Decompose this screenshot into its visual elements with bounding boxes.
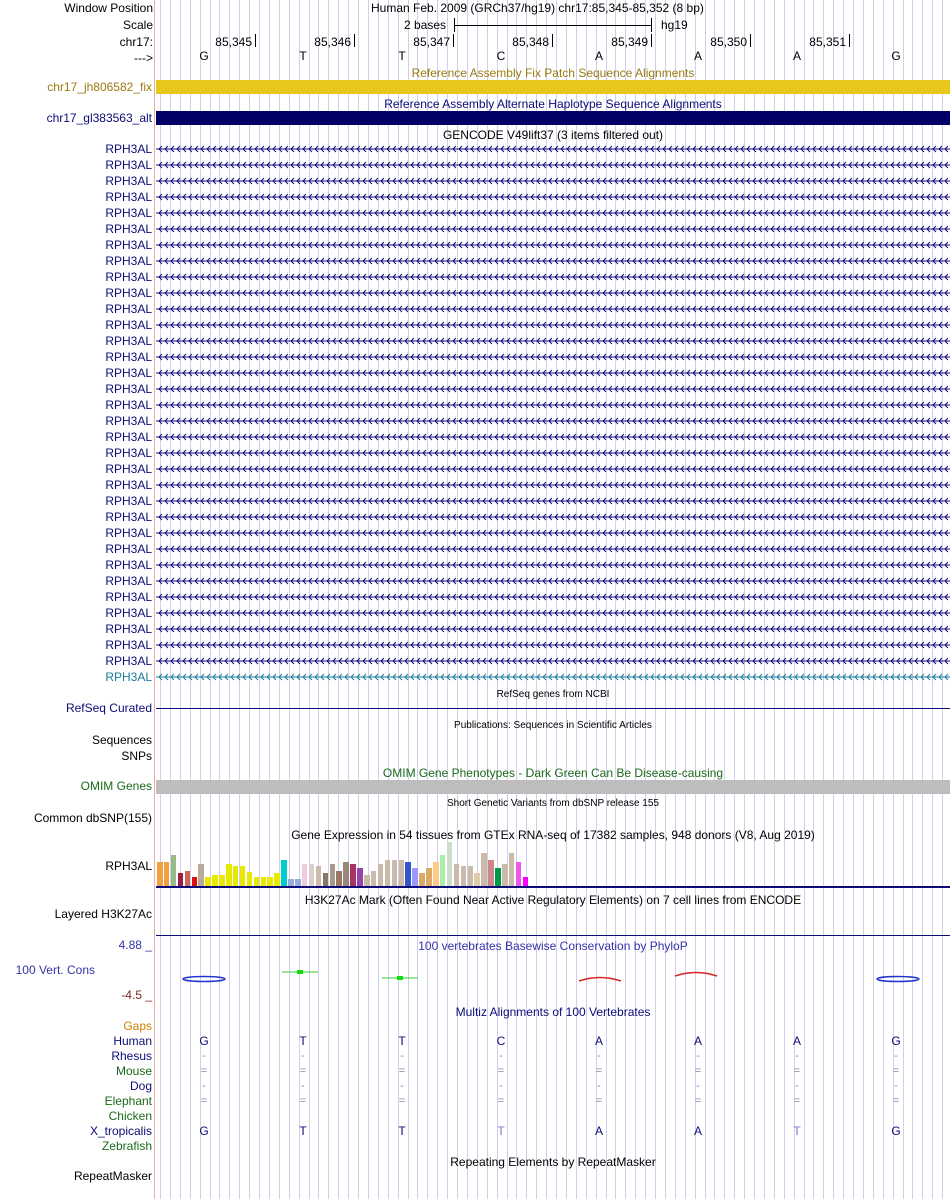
gtex-tissue-bar[interactable] [316,866,322,886]
gencode-gene-label[interactable]: RPH3AL [105,190,152,204]
ruler-tick-label: 85,348 [512,35,549,49]
gencode-gene-label[interactable]: RPH3AL [105,350,152,364]
gtex-tissue-bar[interactable] [309,864,315,886]
scale-value: 2 bases [404,18,447,32]
gencode-transcript[interactable] [156,542,950,556]
gencode-gene-label[interactable]: RPH3AL [105,414,152,428]
gencode-gene-label[interactable]: RPH3AL [105,510,152,524]
gtex-tissue-bar[interactable] [171,855,177,886]
multiz-aligned-base: C [496,1034,506,1048]
multiz-aligned-base: A [693,1034,702,1048]
gencode-gene-label[interactable]: RPH3AL [105,206,152,220]
ruler-tick [453,34,454,47]
gencode-transcript[interactable] [156,206,950,220]
ruler-tick-label: 85,350 [710,35,747,49]
multiz-aligned-base: - [795,1050,799,1062]
multiz-aligned-base: = [694,1095,702,1107]
multiz-species-label[interactable]: Dog [129,1079,152,1093]
gtex-tissue-bar[interactable] [205,877,211,886]
gtex-tissue-bar[interactable] [261,877,267,886]
gencode-transcript[interactable] [156,462,950,476]
gencode-gene-label[interactable]: RPH3AL [105,430,152,444]
gtex-tissue-bar[interactable] [267,877,273,886]
reference-base: G [891,49,901,63]
gtex-tissue-bar[interactable] [198,864,204,886]
alt-haplotype-feature[interactable] [156,111,950,125]
multiz-aligned-base: = [497,1065,505,1077]
reference-base: T [398,49,406,63]
multiz-aligned-base: = [299,1065,307,1077]
multiz-species-label[interactable]: Zebrafish [101,1139,152,1153]
scale-bar [454,18,652,32]
fix-patch-track-label[interactable]: chr17_jh806582_fix [47,80,152,94]
alt-haplotype-track-title: Reference Assembly Alternate Haplotype Sequence Alignments [384,97,722,111]
gtex-tissue-bar[interactable] [371,871,377,886]
multiz-aligned-base: - [597,1080,601,1092]
phylop-track-label[interactable]: 100 Vert. Cons [15,963,95,977]
phylop-mark [877,977,919,982]
gencode-transcript[interactable] [156,334,950,348]
ruler-tick [354,34,355,47]
gencode-transcript[interactable] [156,526,950,540]
gtex-tissue-bar[interactable] [468,866,474,886]
gtex-tissue-bar[interactable] [447,842,453,886]
gencode-transcript[interactable] [156,606,950,620]
gtex-tissue-bar[interactable] [164,862,170,886]
multiz-species-label[interactable]: X_tropicalis [89,1124,152,1138]
phylop-mark [397,976,403,980]
multiz-aligned-base: = [398,1095,406,1107]
refseq-track-title: RefSeq genes from NCBI [496,689,610,700]
gencode-transcript[interactable] [156,302,950,316]
reference-base: G [199,49,209,63]
reference-base: A [594,49,603,63]
multiz-aligned-base: - [301,1050,305,1062]
multiz-aligned-base: = [595,1065,603,1077]
gencode-transcript[interactable] [156,398,950,412]
gencode-gene-label[interactable]: RPH3AL [105,366,152,380]
gencode-gene-label[interactable]: RPH3AL [105,254,152,268]
multiz-species-label[interactable]: Mouse [115,1064,152,1078]
gencode-gene-label[interactable]: RPH3AL [105,142,152,156]
gencode-gene-label[interactable]: RPH3AL [105,318,152,332]
ruler-tick-label: 85,346 [314,35,351,49]
gtex-tissue-bar[interactable] [178,873,184,886]
gencode-transcript[interactable] [156,478,950,492]
repeatmasker-track-title: Repeating Elements by RepeatMasker [450,1155,656,1169]
multiz-aligned-base: - [597,1050,601,1062]
reference-base: T [299,49,307,63]
gencode-gene-label[interactable]: RPH3AL [105,222,152,236]
gtex-tissue-bar[interactable] [350,864,356,886]
gencode-gene-label[interactable]: RPH3AL [105,622,152,636]
multiz-aligned-base: G [199,1124,209,1138]
gtex-tissue-bar[interactable] [185,871,191,886]
gencode-gene-label[interactable]: RPH3AL [105,270,152,284]
multiz-aligned-base: - [499,1080,503,1092]
multiz-aligned-base: = [793,1065,801,1077]
gtex-tissue-bar[interactable] [357,868,363,886]
gtex-tissue-bar[interactable] [240,866,246,886]
gencode-transcript[interactable] [156,382,950,396]
gtex-tissue-bar[interactable] [488,860,494,886]
multiz-aligned-base: - [400,1050,404,1062]
gtex-tissue-bar[interactable] [495,868,501,886]
gtex-tissue-bar[interactable] [212,875,218,886]
omim-track-title: OMIM Gene Phenotypes - Dark Green Can Be Disease-causing [382,766,724,780]
gencode-transcript[interactable] [156,622,950,636]
window-position-label: Window Position [64,1,153,15]
scale-label: Scale [122,18,153,32]
fix-patch-feature[interactable] [156,80,950,94]
gtex-tissue-bar[interactable] [454,864,460,886]
gencode-transcript[interactable] [156,158,950,172]
multiz-aligned-base: = [398,1065,406,1077]
gencode-gene-label[interactable]: RPH3AL [105,638,152,652]
gtex-tissue-bar[interactable] [274,873,280,886]
multiz-aligned-base: = [200,1065,208,1077]
multiz-aligned-base: - [894,1050,898,1062]
gencode-gene-label[interactable]: RPH3AL [105,158,152,172]
fix-patch-track-title: Reference Assembly Fix Patch Sequence Alignments [411,66,695,80]
chrom-label: chr17: [119,35,153,49]
gtex-tissue-bar[interactable] [516,862,522,886]
multiz-aligned-base: = [299,1095,307,1107]
multiz-aligned-base: - [400,1080,404,1092]
omim-track-label[interactable]: OMIM Genes [80,779,152,793]
publications-snps-label[interactable]: SNPs [121,749,152,763]
phylop-signal[interactable] [156,964,950,990]
gtex-tissue-bar[interactable] [323,873,329,886]
gtex-tissue-bar[interactable] [192,877,198,886]
multiz-gaps-label: Gaps [123,1019,152,1033]
gencode-gene-label[interactable]: RPH3AL [105,302,152,316]
gtex-tissue-bar[interactable] [219,875,225,886]
gtex-tissue-bar[interactable] [302,864,308,886]
multiz-aligned-base: = [892,1065,900,1077]
gencode-gene-label[interactable]: RPH3AL [105,670,152,684]
gencode-transcript[interactable] [156,494,950,508]
gencode-transcript[interactable] [156,270,950,284]
gtex-tissue-bar[interactable] [157,862,163,886]
gencode-transcript[interactable] [156,286,950,300]
multiz-aligned-base: = [793,1095,801,1107]
reference-base: A [693,49,702,63]
reference-base: C [496,49,506,63]
multiz-aligned-base: = [694,1065,702,1077]
gencode-gene-label[interactable]: RPH3AL [105,446,152,460]
scale-assembly: hg19 [661,18,688,32]
multiz-aligned-base: G [891,1124,901,1138]
gencode-gene-label[interactable]: RPH3AL [105,286,152,300]
phylop-max-label: 4.88 _ [118,938,152,952]
gencode-gene-label[interactable]: RPH3AL [105,590,152,604]
gencode-gene-label[interactable]: RPH3AL [105,382,152,396]
ruler-tick-label: 85,351 [809,35,846,49]
multiz-aligned-base: = [200,1095,208,1107]
phylop-min-label: -4.5 _ [121,988,152,1002]
gencode-transcript[interactable] [156,590,950,604]
dbsnp-track-label[interactable]: Common dbSNP(155) [33,811,152,825]
ruler-tick [255,34,256,47]
gencode-transcript[interactable] [156,574,950,588]
gencode-gene-label[interactable]: RPH3AL [105,238,152,252]
multiz-aligned-base: - [499,1050,503,1062]
gencode-gene-label[interactable]: RPH3AL [105,558,152,572]
gencode-gene-label[interactable]: RPH3AL [105,574,152,588]
multiz-aligned-base: T [497,1124,505,1138]
phylop-track-title: 100 vertebrates Basewise Conservation by PhyloP [418,939,688,953]
gencode-transcript[interactable] [156,318,950,332]
gencode-transcript[interactable] [156,142,950,156]
gtex-tissue-bar[interactable] [405,862,411,886]
gencode-gene-label[interactable]: RPH3AL [105,462,152,476]
multiz-aligned-base: T [398,1034,406,1048]
gtex-tissue-bar[interactable] [392,860,398,886]
multiz-aligned-base: A [594,1034,603,1048]
refseq-feature-line[interactable] [156,708,950,709]
multiz-aligned-base: - [202,1080,206,1092]
gtex-tissue-bar[interactable] [481,853,487,886]
gtex-tissue-bar[interactable] [385,860,391,886]
gencode-transcript[interactable] [156,174,950,188]
gencode-transcript[interactable] [156,190,950,204]
ruler-tick [849,34,850,47]
multiz-species-label[interactable]: Human [113,1034,152,1048]
multiz-species-label[interactable]: Elephant [104,1094,152,1108]
publications-track-title: Publications: Sequences in Scientific Articles [454,720,652,731]
gtex-tissue-bar[interactable] [461,866,467,886]
multiz-species-label[interactable]: Chicken [108,1109,152,1123]
gencode-transcript[interactable] [156,350,950,364]
multiz-aligned-base: = [892,1095,900,1107]
gtex-tissue-bar[interactable] [233,866,239,886]
multiz-aligned-base: - [894,1080,898,1092]
gtex-tissue-bar[interactable] [288,879,294,886]
phylop-mark [183,977,225,982]
multiz-aligned-base: A [792,1034,801,1048]
gencode-transcript[interactable] [156,558,950,572]
gtex-tissue-bar[interactable] [502,864,508,886]
gtex-tissue-bar[interactable] [330,864,336,886]
gencode-transcript[interactable] [156,254,950,268]
h3k27ac-track-title: H3K27Ac Mark (Often Found Near Active Regulatory Elements) on 7 cell lines from ENCODE [304,893,802,907]
multiz-track-title: Multiz Alignments of 100 Vertebrates [455,1005,651,1019]
ruler-tick-label: 85,345 [215,35,252,49]
gtex-tissue-bar[interactable] [399,860,405,886]
reference-base: A [792,49,801,63]
h3k27ac-track-label[interactable]: Layered H3K27Ac [54,907,152,921]
gtex-tissue-bar[interactable] [523,877,529,886]
gencode-transcript[interactable] [156,414,950,428]
gtex-tissue-bar[interactable] [509,853,515,886]
gencode-gene-label[interactable]: RPH3AL [105,398,152,412]
multiz-aligned-base: T [793,1124,801,1138]
gtex-tissue-bar[interactable] [295,879,301,886]
gtex-tissue-bar[interactable] [440,855,446,886]
gencode-transcript[interactable] [156,222,950,236]
gtex-tissue-bar[interactable] [364,875,370,886]
gtex-tissue-bar[interactable] [474,873,480,886]
multiz-aligned-base: = [497,1095,505,1107]
gtex-tissue-bar[interactable] [419,873,425,886]
multiz-aligned-base: - [696,1080,700,1092]
gencode-gene-label[interactable]: RPH3AL [105,526,152,540]
gencode-transcript[interactable] [156,366,950,380]
gtex-track-title: Gene Expression in 54 tissues from GTEx RNA-seq of 17382 samples, 948 donors (V8, Aug 2019) [291,828,815,842]
gencode-transcript[interactable] [156,238,950,252]
ruler-tick-label: 85,347 [413,35,450,49]
phylop-mark [579,978,621,982]
h3k27ac-baseline [156,935,950,936]
multiz-aligned-base: T [398,1124,406,1138]
gencode-gene-label[interactable]: RPH3AL [105,174,152,188]
gencode-gene-label[interactable]: RPH3AL [105,606,152,620]
multiz-aligned-base: G [199,1034,209,1048]
ruler-tick [651,34,652,47]
gencode-transcript[interactable] [156,446,950,460]
window-position-value: Human Feb. 2009 (GRCh37/hg19) chr17:85,345-85,352 (8 bp) [371,1,704,15]
refseq-track-label[interactable]: RefSeq Curated [65,701,152,715]
gencode-gene-label[interactable]: RPH3AL [105,478,152,492]
gtex-tissue-bar[interactable] [247,872,253,886]
ruler-tick [750,34,751,47]
gtex-tissue-bar[interactable] [336,871,342,886]
gtex-track-label[interactable]: RPH3AL [105,859,152,873]
phylop-mark [675,973,717,977]
gencode-transcript[interactable] [156,670,950,684]
label-separator [154,0,155,1199]
multiz-aligned-base: - [301,1080,305,1092]
gtex-tissue-bar[interactable] [433,862,439,886]
gencode-transcript[interactable] [156,510,950,524]
gtex-tissue-bar[interactable] [281,860,287,886]
multiz-aligned-base: - [696,1050,700,1062]
gencode-track-title: GENCODE V49lift37 (3 items filtered out) [442,128,664,142]
multiz-aligned-base: T [299,1034,307,1048]
gtex-bar-chart[interactable] [156,842,536,886]
strand-arrow-label: ---> [134,51,153,65]
multiz-aligned-base: T [299,1124,307,1138]
multiz-aligned-base: - [795,1080,799,1092]
alt-haplotype-track-label[interactable]: chr17_gl383563_alt [46,111,152,125]
multiz-aligned-base: A [693,1124,702,1138]
gencode-transcript[interactable] [156,430,950,444]
gtex-tissue-bar[interactable] [412,868,418,886]
gtex-tissue-bar[interactable] [226,864,232,886]
multiz-aligned-base: G [891,1034,901,1048]
ruler-tick-label: 85,349 [611,35,648,49]
multiz-aligned-base: = [595,1095,603,1107]
gencode-gene-label[interactable]: RPH3AL [105,542,152,556]
gtex-gene-line [156,886,950,888]
gencode-gene-label[interactable]: RPH3AL [105,334,152,348]
gtex-tissue-bar[interactable] [426,868,432,886]
phylop-mark [297,970,303,974]
gencode-gene-label[interactable]: RPH3AL [105,494,152,508]
gtex-tissue-bar[interactable] [254,877,260,886]
gencode-transcript[interactable] [156,654,950,668]
multiz-aligned-base: - [202,1050,206,1062]
multiz-aligned-base: A [594,1124,603,1138]
dbsnp-track-title: Short Genetic Variants from dbSNP release 155 [447,798,659,809]
multiz-species-label[interactable]: Rhesus [111,1049,152,1063]
gencode-transcript[interactable] [156,638,950,652]
repeatmasker-track-label[interactable]: RepeatMasker [73,1169,152,1183]
gtex-tissue-bar[interactable] [378,864,384,886]
gencode-gene-label[interactable]: RPH3AL [105,654,152,668]
omim-feature[interactable] [156,780,950,794]
ruler-tick [552,34,553,47]
gtex-tissue-bar[interactable] [343,862,349,886]
publications-sequences-label[interactable]: Sequences [91,733,152,747]
